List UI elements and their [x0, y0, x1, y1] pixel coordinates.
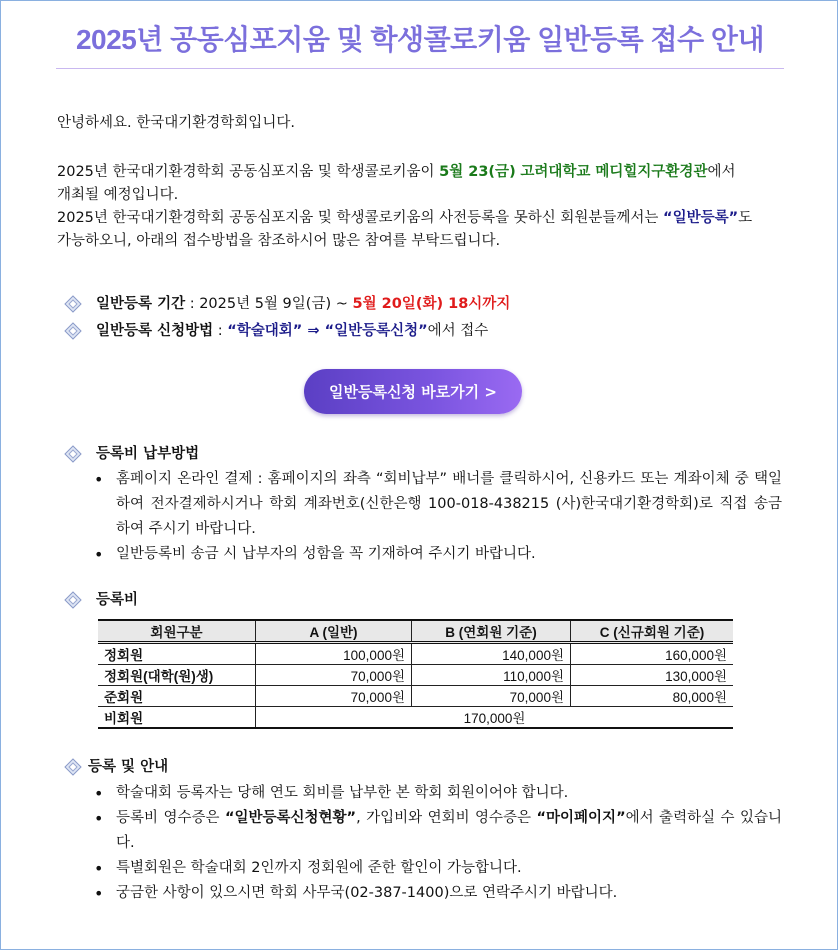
- list-item: • 특별회원은 학술대회 2인까지 정회원에 준한 할인이 가능합니다.: [92, 856, 782, 881]
- arrow-icon: ⇒: [302, 323, 325, 339]
- registration-method: [64, 320, 488, 342]
- fee-heading: 등록비: [96, 592, 139, 608]
- table-cell: 170,000원: [256, 707, 734, 729]
- period-dates: : 2025년 5월 9일(금) ~: [185, 296, 353, 312]
- registration-status-emphasis: “일반등록신청현황”: [224, 810, 357, 826]
- notice-text: , 가입비와 연회비 영수증은: [356, 810, 537, 826]
- mypage-emphasis: “마이페이지”: [536, 810, 626, 826]
- notice-heading: 등록 및 안내: [88, 759, 169, 775]
- column-header: C (신규회원 기준): [571, 620, 734, 643]
- table-cell: 100,000원: [256, 643, 412, 665]
- fee-table: [98, 619, 733, 729]
- notice-list: [92, 781, 782, 906]
- column-header: 회원구분: [98, 620, 256, 643]
- table-header-row: [98, 620, 733, 643]
- table-row: [98, 707, 733, 729]
- table-row: [98, 643, 733, 665]
- greeting: 안녕하세요. 한국대기환경학회입니다.: [57, 115, 295, 131]
- general-registration-emphasis: “일반등록”: [663, 210, 739, 226]
- intro-text: 에서: [707, 164, 736, 180]
- method-step-2: “일반등록신청”: [324, 323, 428, 339]
- event-date: 5월 23(금): [439, 164, 516, 180]
- intro-paragraph: [57, 161, 787, 253]
- page-title: 2025년 공동심포지움 및 학생콜로키움 일반등록 접수 안내: [75, 24, 765, 55]
- intro-line-2: 개최될 예정입니다.: [57, 187, 179, 203]
- method-sep: :: [213, 323, 228, 339]
- table-cell: 70,000원: [412, 686, 571, 707]
- list-item: • 홈페이지 온라인 결제 : 홈페이지의 좌측 “회비납부” 배너를 클릭하시어, 신용카드 또는 계좌이체 중 택일하여 전자결제하시거나 학회 계좌번호(신한은행 100-018-438215 (사)한국대기환경학회)로 직접 송금하여 주시기 바랍니다.: [92, 467, 782, 542]
- column-header: A (일반): [256, 620, 412, 643]
- table-cell: 정회원(대학(원)생): [98, 665, 256, 686]
- table-cell: 160,000원: [571, 643, 734, 665]
- list-item: • 일반등록비 송금 시 납부자의 성함을 꼭 기재하여 주시기 바랍니다.: [92, 542, 782, 567]
- table-cell: 정회원: [98, 643, 256, 665]
- intro-text: 2025년 한국대기환경학회 공동심포지움 및 학생콜로키움의 사전등록을 못하신 회원분들께서는: [57, 210, 664, 226]
- diamond-icon: [64, 445, 82, 463]
- list-item: • 궁금한 사항이 있으시면 학회 사무국(02-387-1400)으로 연락주시기 바랍니다.: [92, 881, 782, 906]
- notice-text: 에서 출력하실 수 있습니다.: [116, 810, 782, 851]
- intro-text: 도: [738, 210, 753, 226]
- general-registration-button[interactable]: 일반등록신청 바로가기 >: [304, 369, 522, 414]
- table-cell: 비회원: [98, 707, 256, 729]
- notice-section-heading: [64, 756, 168, 778]
- table-row: [98, 686, 733, 707]
- payment-heading: 등록비 납부방법: [96, 446, 200, 462]
- table-cell: 80,000원: [571, 686, 734, 707]
- method-step-1: “학술대회”: [227, 323, 303, 339]
- table-cell: 140,000원: [412, 643, 571, 665]
- list-item: • 학술대회 등록자는 당해 연도 회비를 납부한 본 학회 회원이어야 합니다.: [92, 781, 782, 806]
- diamond-icon: [64, 295, 82, 313]
- period-label: 일반등록 기간: [96, 296, 186, 312]
- intro-text: 2025년 한국대기환경학회 공동심포지움 및 학생콜로키움이: [57, 164, 440, 180]
- diamond-icon: [64, 322, 82, 340]
- registration-period: [64, 293, 510, 315]
- table-cell: 70,000원: [256, 665, 412, 686]
- diamond-icon: [64, 591, 82, 609]
- payment-section-heading: [64, 443, 199, 465]
- notice-text: 등록비 영수증은: [116, 810, 225, 826]
- table-cell: 130,000원: [571, 665, 734, 686]
- table-cell: 준회원: [98, 686, 256, 707]
- diamond-icon: [64, 758, 82, 776]
- intro-line-1: [57, 161, 787, 184]
- title-divider: [56, 68, 784, 69]
- method-label: 일반등록 신청방법: [96, 323, 214, 339]
- list-item: [92, 806, 782, 856]
- method-tail: 에서 접수: [427, 323, 489, 339]
- table-cell: 110,000원: [412, 665, 571, 686]
- payment-list: [92, 467, 782, 567]
- table-cell: 70,000원: [256, 686, 412, 707]
- table-row: [98, 665, 733, 686]
- fee-section-heading: [64, 589, 138, 611]
- event-venue: 고려대학교 메디힐지구환경관: [520, 164, 708, 180]
- period-deadline: 5월 20일(화) 18시까지: [352, 296, 511, 312]
- intro-line-4: 가능하오니, 아래의 접수방법을 참조하시어 많은 참여를 부탁드립니다.: [57, 233, 501, 249]
- intro-line-3: [57, 207, 787, 230]
- column-header: B (연회원 기준): [412, 620, 571, 643]
